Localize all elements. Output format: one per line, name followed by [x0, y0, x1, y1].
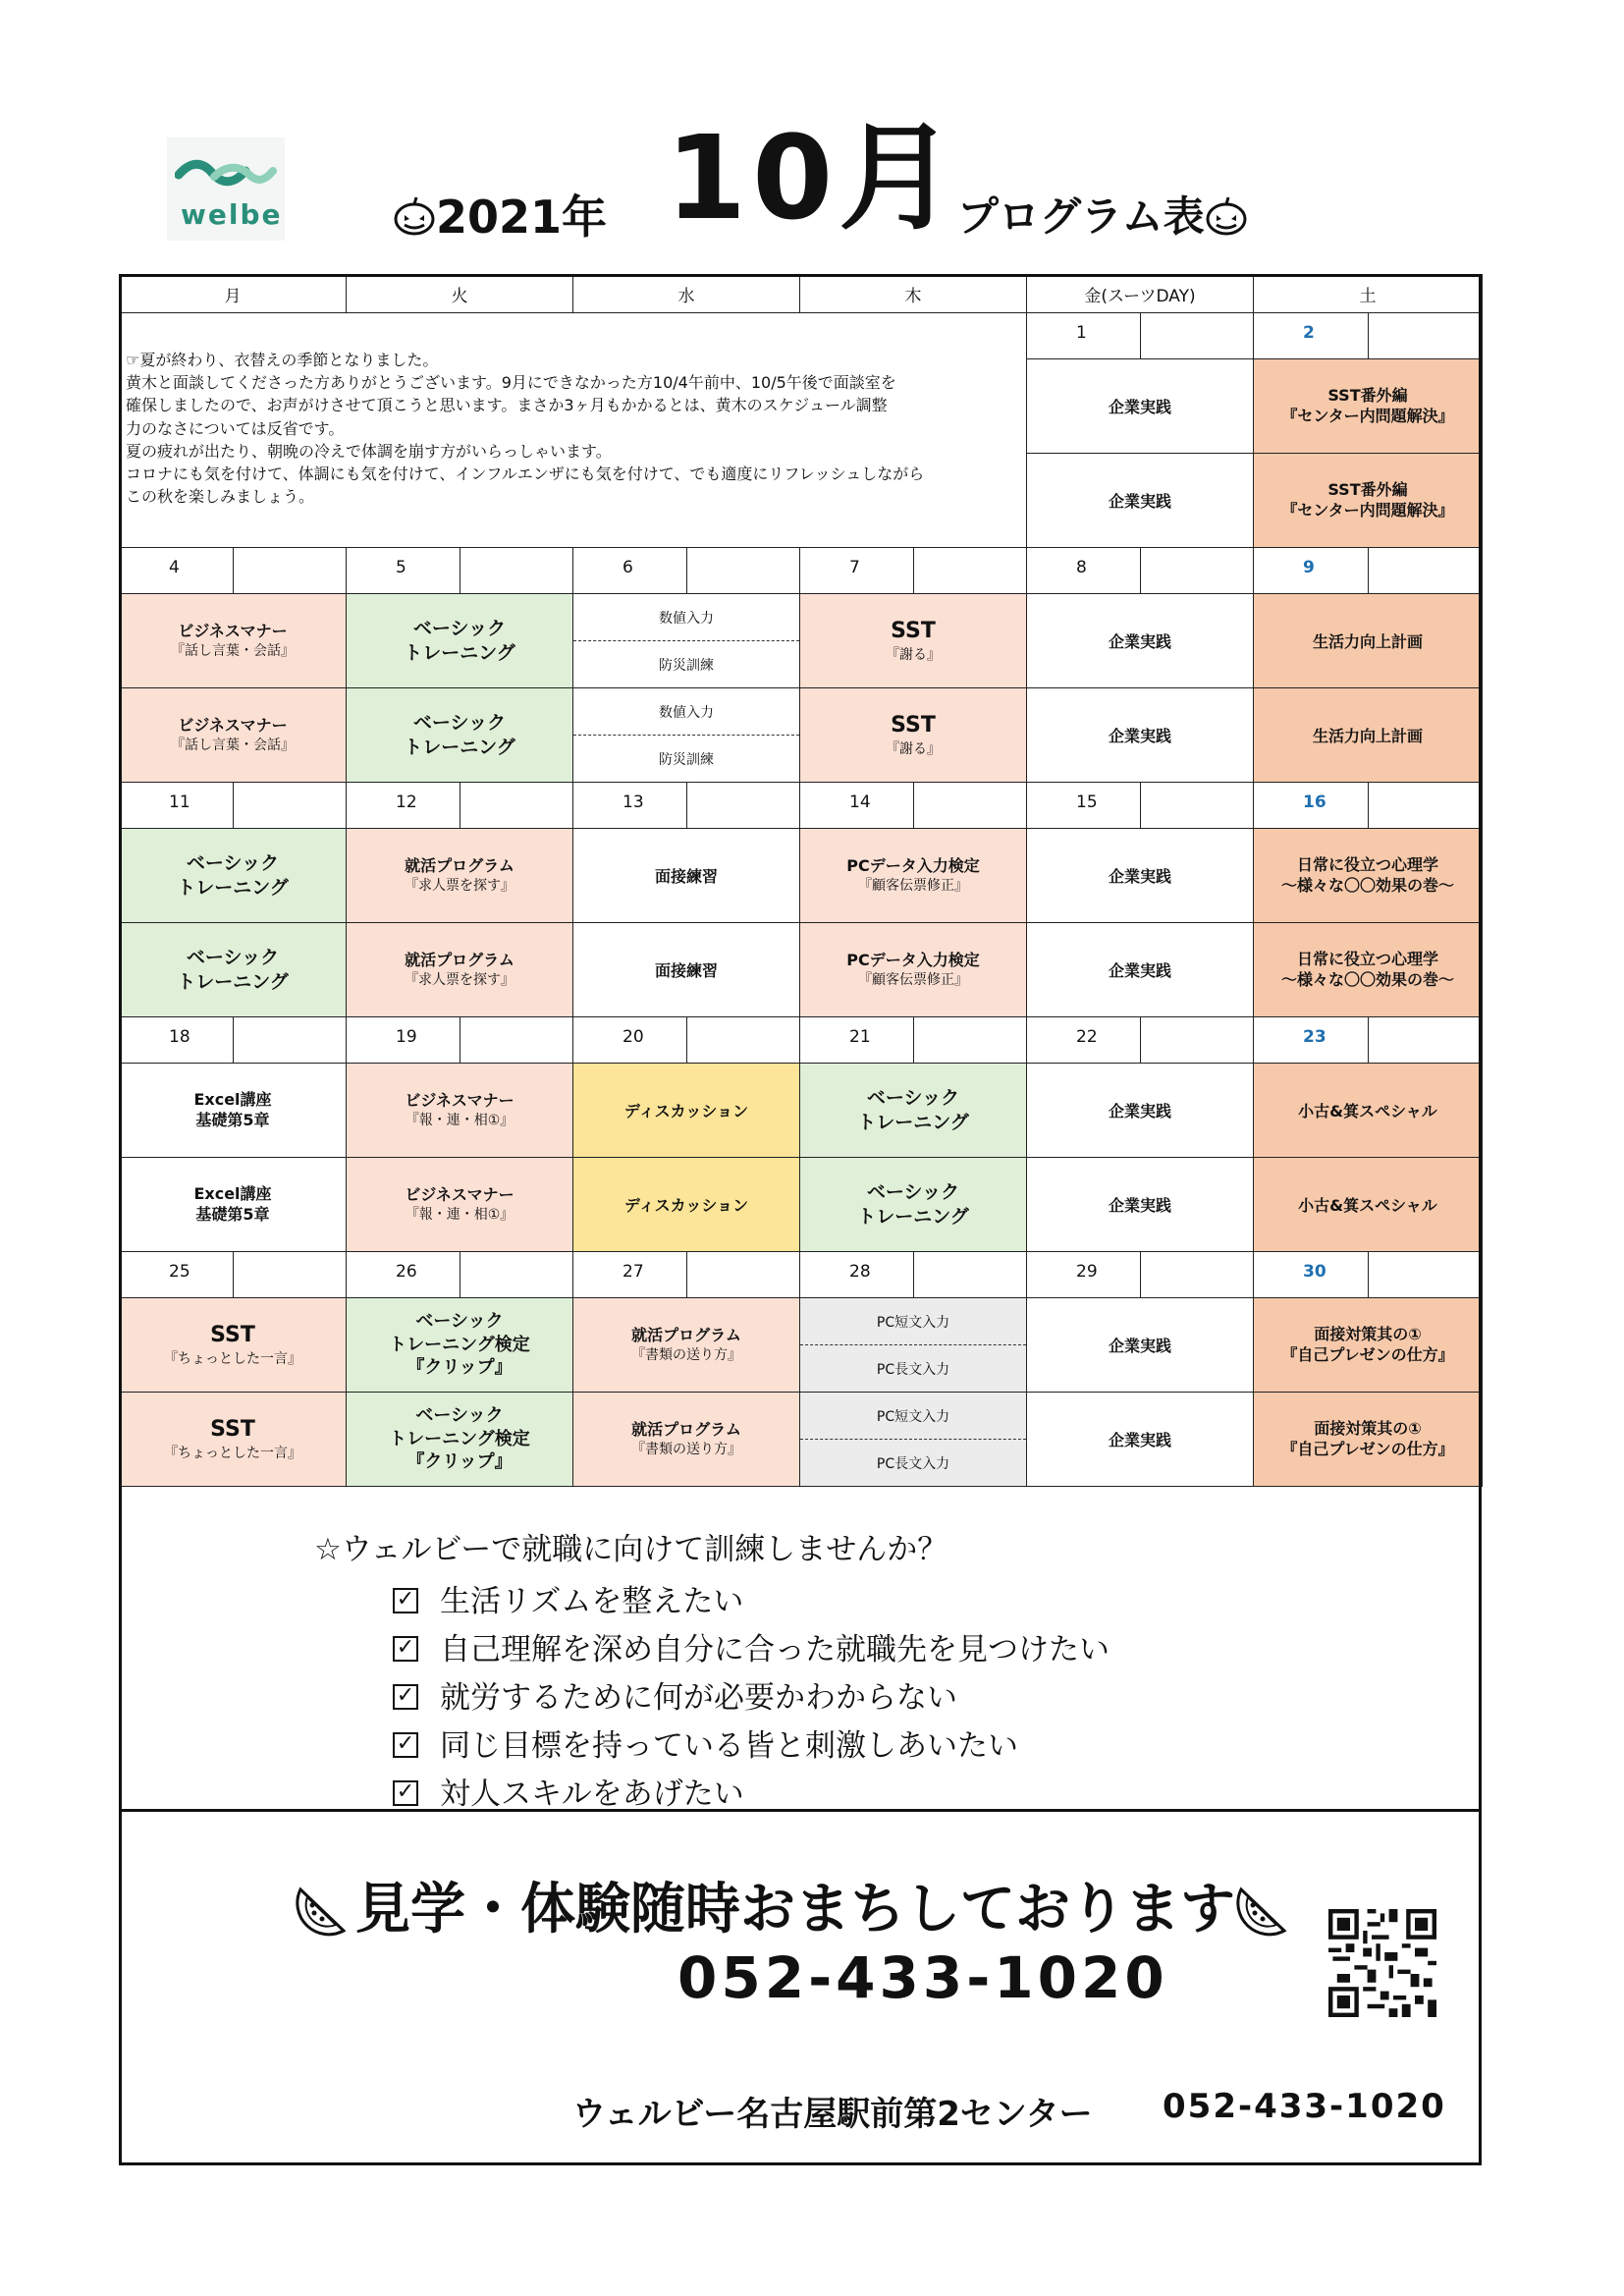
day-number: 23	[1254, 1017, 1483, 1064]
program-cell: 就活プログラム 『求人票を探す』	[347, 829, 573, 923]
program-cell: 日常に役立つ心理学 ～様々な〇〇効果の巻～	[1254, 923, 1483, 1017]
day-number: 19	[347, 1017, 573, 1064]
program-cell: ディスカッション	[573, 1158, 800, 1252]
checklist-item: ✓ 就労するために何が必要かわからない	[393, 1674, 1110, 1722]
program-cell: ベーシック トレーニング	[800, 1064, 1027, 1158]
program-cell: 生活力向上計画	[1254, 688, 1483, 783]
day-number: 6	[573, 548, 800, 594]
day-number: 28	[800, 1252, 1027, 1298]
header-tue: 火	[347, 275, 573, 313]
program-cell: 企業実践	[1027, 454, 1254, 548]
program-cell: SST番外編 『センター内問題解決』	[1254, 454, 1483, 548]
program-cell: Excel講座 基礎第5章	[120, 1158, 347, 1252]
day-number: 14	[800, 783, 1027, 829]
visit-phone: 052-433-1020	[677, 1944, 1168, 2011]
day-number: 15	[1027, 783, 1254, 829]
program-cell: 面接対策其の① 『自己プレゼンの仕方』	[1254, 1298, 1483, 1393]
watermelon-icon	[295, 1876, 355, 1950]
day-number: 11	[120, 783, 347, 829]
day-number: 8	[1027, 548, 1254, 594]
day-number: 21	[800, 1017, 1027, 1064]
visit-banner: 見学・体験随時おまちしております	[295, 1866, 1296, 1950]
program-cell: PC短文入力 PC長文入力	[800, 1298, 1027, 1393]
program-cell: SST 『ちょっとした一言』	[120, 1393, 347, 1487]
day-number: 12	[347, 783, 573, 829]
pointing-hand-icon: ☞	[126, 351, 140, 369]
checklist-item: ✓ 同じ目標を持っている皆と刺激しあいたい	[393, 1722, 1110, 1771]
program-cell: 小古&箕スペシャル	[1254, 1064, 1483, 1158]
program-cell: 企業実践	[1027, 594, 1254, 688]
program-cell: ベーシック トレーニング検定 『クリップ』	[347, 1298, 573, 1393]
program-cell: SST 『ちょっとした一言』	[120, 1298, 347, 1393]
day-number: 5	[347, 548, 573, 594]
program-cell: 数値入力 防災訓練	[573, 688, 800, 783]
title-year: 2021年	[393, 182, 607, 247]
day-number: 20	[573, 1017, 800, 1064]
header-sat: 土	[1254, 275, 1483, 313]
day-number: 18	[120, 1017, 347, 1064]
checklist-item: ✓ 対人スキルをあげたい	[393, 1771, 1110, 1819]
program-cell: 就活プログラム 『求人票を探す』	[347, 923, 573, 1017]
program-cell: SST 『謝る』	[800, 594, 1027, 688]
program-cell: ビジネスマナー 『報・連・相①』	[347, 1158, 573, 1252]
program-cell: ビジネスマナー 『報・連・相①』	[347, 1064, 573, 1158]
program-cell: ベーシック トレーニング	[347, 688, 573, 783]
day-number: 13	[573, 783, 800, 829]
day-number: 7	[800, 548, 1027, 594]
day-number: 16	[1254, 783, 1483, 829]
day-number: 9	[1254, 548, 1483, 594]
day-number: 1	[1027, 313, 1254, 359]
header-fri: 金(スーツDAY)	[1027, 275, 1254, 313]
checkbox-icon: ✓	[393, 1588, 418, 1613]
day-number: 25	[120, 1252, 347, 1298]
program-cell: 企業実践	[1027, 1393, 1254, 1487]
program-cell: 企業実践	[1027, 1064, 1254, 1158]
checkbox-icon: ✓	[393, 1684, 418, 1710]
day-number: 29	[1027, 1252, 1254, 1298]
program-cell: 面接練習	[573, 923, 800, 1017]
program-cell: 企業実践	[1027, 829, 1254, 923]
program-cell: 企業実践	[1027, 688, 1254, 783]
footer-phone: 052-433-1020	[1163, 2087, 1446, 2126]
logo-text: welbe	[181, 198, 283, 231]
qr-code-icon	[1328, 1909, 1436, 2017]
program-cell: 企業実践	[1027, 359, 1254, 454]
program-cell: ディスカッション	[573, 1064, 800, 1158]
day-number: 27	[573, 1252, 800, 1298]
checklist-item: ✓ 生活リズムを整えたい	[393, 1578, 1110, 1626]
title-month: 10月	[666, 110, 961, 246]
notice-text: ☞夏が終わり、衣替えの季節となりました。 黄木と面談してくださった方ありがとうございます。9月にできなかった方10/4午前中、10/5午後で面談室を 確保しましたので、お声がけさせて頂こうと思います。まさか3ヶ月もかかるとは、黄木のスケジュール調整 力のなさについては反省です。 夏の疲れが出たり、朝晩の冷えで体調を崩す方がいらっしゃいます。 コロナにも気を付けて、体調にも気を付けて、インフルエンザにも気を付けて、でも適度にリフレッシュしながら この秋を楽しみましょう。	[120, 313, 1027, 548]
title-program: プログラム表	[957, 185, 1248, 246]
program-cell: Excel講座 基礎第5章	[120, 1064, 347, 1158]
checklist-item: ✓ 自己理解を深め自分に合った就職先を見つけたい	[393, 1626, 1110, 1674]
day-number: 30	[1254, 1252, 1483, 1298]
footer-center-name: ウェルビー名古屋駅前第2センター	[572, 2095, 1093, 2134]
program-cell: 就活プログラム 『書類の送り方』	[573, 1393, 800, 1487]
program-cell: 生活力向上計画	[1254, 594, 1483, 688]
program-cell: SST番外編 『センター内問題解決』	[1254, 359, 1483, 454]
wave-logo-icon	[175, 157, 277, 196]
program-cell: 数値入力 防災訓練	[573, 594, 800, 688]
program-cell: ビジネスマナー 『話し言葉・会話』	[120, 688, 347, 783]
program-cell: ベーシック トレーニング	[120, 829, 347, 923]
checklist	[314, 1524, 1110, 1819]
program-cell: 企業実践	[1027, 1158, 1254, 1252]
program-cell: 小古&箕スペシャル	[1254, 1158, 1483, 1252]
program-cell: SST 『謝る』	[800, 688, 1027, 783]
header-wed: 水	[573, 275, 800, 313]
checkbox-icon: ✓	[393, 1780, 418, 1806]
pumpkin-icon	[1205, 193, 1248, 246]
program-cell: ベーシック トレーニング	[347, 594, 573, 688]
header-thu: 木	[800, 275, 1027, 313]
day-number: 26	[347, 1252, 573, 1298]
watermelon-icon	[1235, 1876, 1296, 1950]
checkbox-icon: ✓	[393, 1732, 418, 1758]
program-cell: 面接対策其の① 『自己プレゼンの仕方』	[1254, 1393, 1483, 1487]
program-cell: 企業実践	[1027, 1298, 1254, 1393]
program-cell: ベーシック トレーニング	[120, 923, 347, 1017]
divider	[119, 1809, 1482, 1812]
checkbox-icon: ✓	[393, 1636, 418, 1662]
program-cell: 面接練習	[573, 829, 800, 923]
program-cell: ビジネスマナー 『話し言葉・会話』	[120, 594, 347, 688]
program-cell: 日常に役立つ心理学 ～様々な〇〇効果の巻～	[1254, 829, 1483, 923]
checklist-heading: ☆ウェルビーで就職に向けて訓練しませんか？	[314, 1532, 948, 1567]
program-cell: 就活プログラム 『書類の送り方』	[573, 1298, 800, 1393]
program-cell: PC短文入力 PC長文入力	[800, 1393, 1027, 1487]
welbe-logo	[167, 137, 285, 241]
day-number: 4	[120, 548, 347, 594]
day-number: 2	[1254, 313, 1483, 359]
program-cell: PCデータ入力検定 『顧客伝票修正』	[800, 829, 1027, 923]
day-number: 22	[1027, 1017, 1254, 1064]
program-cell: 企業実践	[1027, 923, 1254, 1017]
program-cell: PCデータ入力検定 『顧客伝票修正』	[800, 923, 1027, 1017]
header-mon: 月	[120, 275, 347, 313]
pumpkin-icon	[393, 193, 436, 247]
program-cell: ベーシック トレーニング検定 『クリップ』	[347, 1393, 573, 1487]
program-cell: ベーシック トレーニング	[800, 1158, 1027, 1252]
